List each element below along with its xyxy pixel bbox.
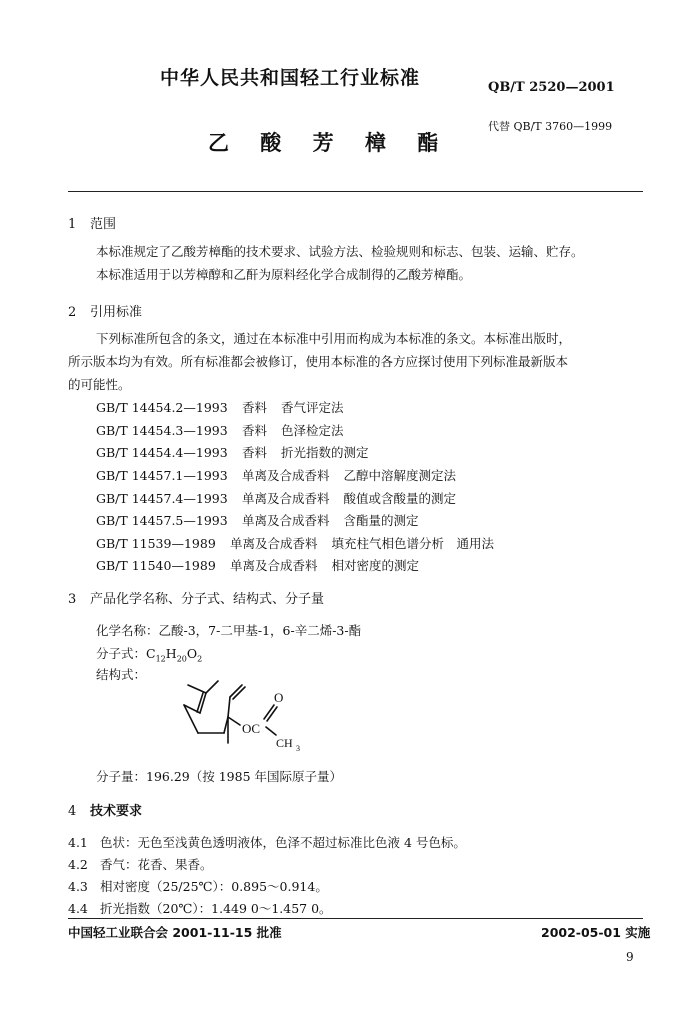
formula-c: C	[146, 646, 156, 661]
formula-label: 分子式：	[96, 646, 147, 661]
reference-row	[96, 421, 344, 439]
item-text: 色状：无色至浅黄色透明液体，色泽不超过标准比色液 4 号色标。	[100, 835, 466, 850]
item-number: 4.3	[68, 879, 88, 894]
section-number: 2	[68, 305, 77, 320]
section-3-heading	[68, 588, 324, 607]
reference-code: GB/T 14454.3—1993	[96, 423, 228, 438]
section-title: 技术要求	[90, 804, 143, 819]
reference-category: 香料	[242, 445, 268, 460]
item-text: 相对密度（25/25℃）：0.895～0.914。	[100, 879, 328, 894]
reference-title: 乙醇中溶解度测定法	[343, 468, 457, 483]
section-2-para: 下列标准所包含的条文，通过在本标准中引用而构成为本标准的条文。本标准出版时，	[96, 331, 572, 346]
section-number: 4	[68, 804, 77, 819]
reference-title: 相对密度的测定	[331, 558, 420, 573]
section-1-para: 本标准规定了乙酸芳樟酯的技术要求、试验方法、检验规则和标志、包装、运输、贮存。	[96, 244, 584, 259]
standard-code: QB/T 2520—2001	[488, 80, 615, 95]
section-2-heading	[68, 301, 142, 320]
section-2-para: 所示版本均为有效。所有标准都会被修订，使用本标准的各方应探讨使用下列标准最新版本	[68, 354, 569, 369]
molecular-formula	[96, 644, 202, 664]
reference-category: 单离及合成香料	[242, 468, 330, 483]
section-title: 引用标准	[90, 305, 143, 320]
struct-ch: CH	[276, 736, 293, 750]
section-1-para: 本标准适用于以芳樟醇和乙酐为原料经化学合成制得的乙酸芳樟酯。	[96, 267, 472, 282]
reference-category: 单离及合成香料	[242, 513, 330, 528]
reference-code: GB/T 14457.5—1993	[96, 513, 228, 528]
reference-row	[96, 534, 494, 552]
struct-oc: OC	[242, 721, 261, 736]
reference-title: 香气评定法	[281, 400, 344, 415]
item-number: 4.2	[68, 857, 88, 872]
reference-row	[96, 489, 456, 507]
reference-code: GB/T 14457.4—1993	[96, 491, 228, 506]
page-number: 9	[626, 950, 634, 964]
requirement-item	[68, 899, 332, 917]
requirement-item	[68, 855, 213, 873]
struct-o: O	[274, 690, 284, 705]
reference-row	[96, 443, 369, 461]
reference-title: 填充柱气相色谱分析 通用法	[331, 536, 495, 551]
formula-c-sub: 12	[155, 654, 166, 664]
structural-formula	[170, 675, 320, 755]
reference-category: 单离及合成香料	[230, 558, 318, 573]
section-title: 产品化学名称、分子式、结构式、分子量	[90, 592, 325, 607]
section-number: 1	[68, 217, 77, 232]
structure-label: 结构式：	[96, 667, 147, 682]
reference-row	[96, 398, 344, 416]
reference-category: 香料	[242, 423, 268, 438]
section-number: 3	[68, 592, 77, 607]
issuing-organization: 中华人民共和国轻工行业标准	[160, 67, 421, 89]
item-text: 香气：花香、果香。	[100, 857, 213, 872]
reference-category: 单离及合成香料	[230, 536, 318, 551]
header-divider	[68, 191, 643, 192]
formula-h-sub: 20	[176, 654, 187, 664]
footer-divider	[68, 918, 643, 919]
molecular-weight: 分子量：196.29（按 1985 年国际原子量）	[96, 769, 342, 784]
formula-h: H	[165, 646, 177, 661]
reference-row	[96, 466, 456, 484]
document-title: 乙 酸 芳 樟 酯	[208, 131, 451, 155]
reference-code: GB/T 11539—1989	[96, 536, 216, 551]
reference-row	[96, 511, 419, 529]
reference-code: GB/T 14454.4—1993	[96, 445, 228, 460]
implementation-date: 2002-05-01 实施	[541, 925, 651, 940]
reference-row	[96, 556, 419, 574]
item-number: 4.1	[68, 835, 88, 850]
requirement-item	[68, 833, 466, 851]
reference-code: GB/T 14454.2—1993	[96, 400, 228, 415]
chemical-name: 化学名称：乙酸-3，7-二甲基-1，6-辛二烯-3-酯	[96, 623, 362, 638]
section-2-para: 的可能性。	[68, 377, 131, 392]
section-1-heading	[68, 213, 116, 232]
section-title: 范围	[90, 217, 117, 232]
item-text: 折光指数（20℃）：1.449 0～1.457 0。	[100, 901, 332, 916]
reference-title: 酸值或含酸量的测定	[343, 491, 457, 506]
reference-title: 折光指数的测定	[281, 445, 369, 460]
reference-category: 单离及合成香料	[242, 491, 330, 506]
formula-o-sub: 2	[197, 654, 203, 664]
reference-code: GB/T 11540—1989	[96, 558, 216, 573]
replaces-standard: 代替 QB/T 3760—1999	[488, 120, 613, 133]
formula-o: O	[186, 646, 198, 661]
reference-code: GB/T 14457.1—1993	[96, 468, 228, 483]
requirement-item	[68, 877, 328, 895]
reference-category: 香料	[242, 400, 268, 415]
struct-ch-sub: 3	[296, 744, 300, 753]
reference-title: 含酯量的测定	[343, 513, 419, 528]
approval-date: 中国轻工业联合会 2001-11-15 批准	[68, 925, 282, 940]
reference-title: 色泽检定法	[281, 423, 344, 438]
section-4-heading	[68, 800, 142, 819]
item-number: 4.4	[68, 901, 88, 916]
